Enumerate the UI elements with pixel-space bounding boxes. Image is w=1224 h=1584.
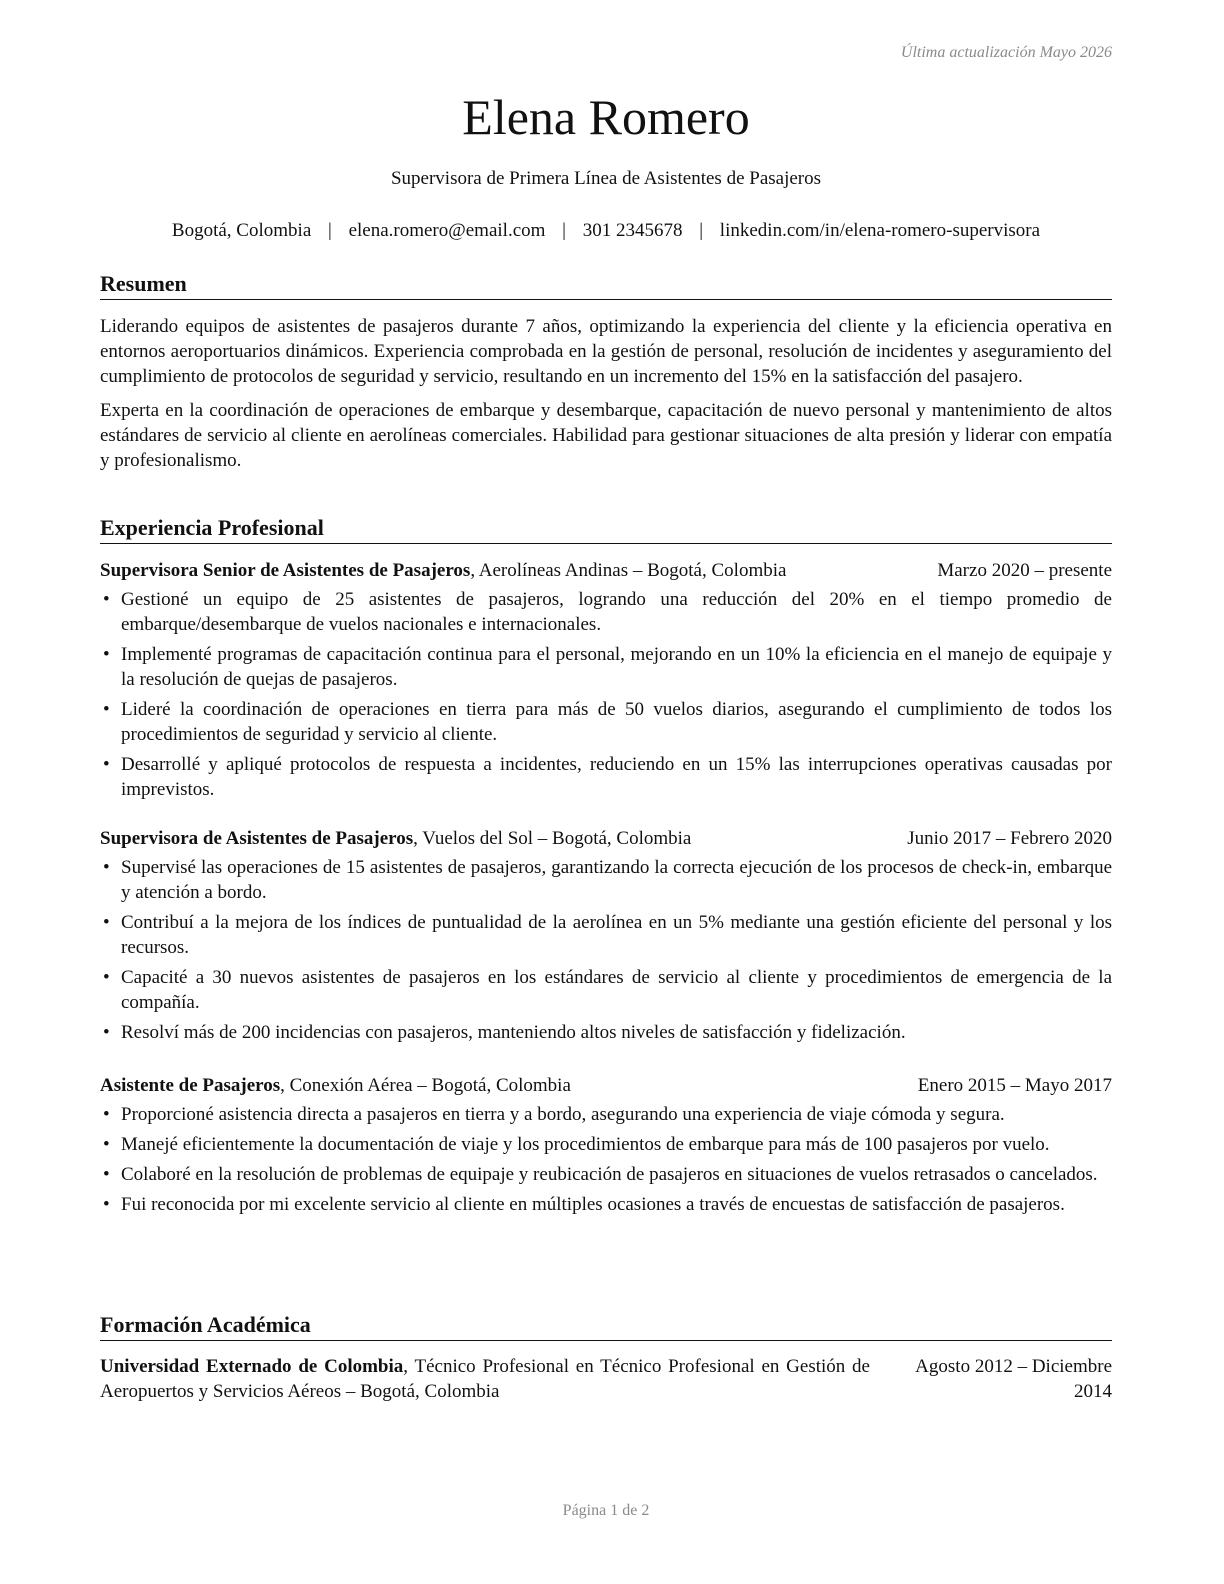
bullet-icon: • — [103, 1194, 110, 1215]
bullet-text: Capacité a 30 nuevos asistentes de pasajeros en los estándares de servicio al cliente y procedimientos de emergencia de la compañía. — [121, 967, 1112, 1013]
bullet-text: Implementé programas de capacitación continua para el personal, mejorando en un 10% la eficiencia en el manejo de equipaje y la resolución de quejas de pasajeros. — [121, 644, 1112, 690]
bullet-icon: • — [103, 912, 110, 933]
education-institution: Universidad Externado de Colombia — [100, 1356, 404, 1377]
bullet-icon: • — [103, 1104, 110, 1125]
contact-email[interactable]: elena.romero@email.com — [348, 220, 546, 241]
education-row — [100, 1354, 1112, 1404]
bullet-icon: • — [103, 699, 110, 720]
job-header — [100, 558, 1112, 583]
contact-linkedin[interactable]: linkedin.com/in/elena-romero-supervisora — [719, 220, 1041, 241]
candidate-name: Elena Romero — [462, 89, 750, 145]
job-entry — [100, 826, 1112, 1050]
last-updated: Última actualización Mayo 2026 — [900, 44, 1112, 61]
job-header — [100, 826, 1112, 851]
bullet-icon: • — [103, 754, 110, 775]
bullet-text: Gestioné un equipo de 25 asistentes de pasajeros, logrando una reducción del 20% en el tiempo promedio de embarque/desembarque de vuelos nacionales e internacionales. — [121, 589, 1112, 635]
list-item — [100, 587, 1112, 637]
education-entry — [100, 1354, 1112, 1404]
bullet-icon: • — [103, 1022, 110, 1043]
bullet-icon: • — [103, 1164, 110, 1185]
bullet-text: Resolví más de 200 incidencias con pasajeros, manteniendo altos niveles de satisfacción y fidelización. — [121, 1022, 906, 1043]
job-title: Asistente de Pasajeros — [100, 1075, 281, 1096]
list-item — [100, 1102, 1112, 1127]
job-entry — [100, 558, 1112, 807]
job-company: , Vuelos del Sol – Bogotá, Colombia — [413, 828, 692, 849]
summary-section — [100, 314, 1112, 482]
contact-separator: | — [699, 220, 704, 241]
bullet-text: Lideré la coordinación de operaciones en tierra para más de 50 vuelos diarios, asegurando el cumplimiento de todos los procedimientos de seguridad y servicio al cliente. — [121, 699, 1112, 745]
list-item — [100, 1162, 1112, 1187]
education-program: , Técnico Profesional en Técnico Profesional en Gestión de Aeropuertos y Servicios Aéreos – Bogotá, Colombia — [100, 1356, 870, 1402]
list-item — [100, 752, 1112, 802]
job-title: Supervisora Senior de Asistentes de Pasajeros — [100, 560, 471, 581]
bullet-text: Proporcioné asistencia directa a pasajeros en tierra y a bordo, asegurando una experiencia de viaje cómoda y segura. — [121, 1104, 1005, 1125]
bullet-text: Manejé eficientemente la documentación de viaje y los procedimientos de embarque para más de 100 pasajeros por vuelo. — [121, 1134, 1050, 1155]
bullet-text: Contribuí a la mejora de los índices de puntualidad de la aerolínea en un 5% mediante una gestión eficiente del personal y los recursos. — [121, 912, 1112, 958]
bullet-icon: • — [103, 644, 110, 665]
job-company: , Aerolíneas Andinas – Bogotá, Colombia — [470, 560, 787, 581]
job-entry — [100, 1073, 1112, 1222]
bullet-text: Desarrollé y apliqué protocolos de respuesta a incidentes, reduciendo en un 15% las interrupciones operativas causadas por imprevistos. — [121, 754, 1112, 800]
education-dates: Agosto 2012 – Diciembre 2014 — [915, 1356, 1112, 1402]
summary-paragraph: Liderando equipos de asistentes de pasajeros durante 7 años, optimizando la experiencia del cliente y la eficiencia operativa en entornos aeroportuarios dinámicos. Experiencia comprobada en la gestión de personal, resolución de incidentes y aseguramiento del cumplimiento de protocolos de seguridad y servicio, resultando en un incremento del 15% en la satisfacción del pasajero. — [100, 316, 1112, 387]
job-dates: Junio 2017 – Febrero 2020 — [907, 828, 1112, 849]
education-heading: Formación Académica — [100, 1311, 1112, 1341]
list-item — [100, 965, 1112, 1015]
list-item — [100, 1132, 1112, 1157]
contact-line — [100, 219, 1112, 243]
contact-phone: 301 2345678 — [582, 220, 683, 241]
summary-heading: Resumen — [100, 270, 1112, 300]
page-number: Página 1 de 2 — [562, 1502, 650, 1519]
job-bullets — [100, 855, 1112, 1045]
job-header — [100, 1073, 1112, 1098]
experience-heading: Experiencia Profesional — [100, 514, 1112, 544]
job-bullets — [100, 587, 1112, 802]
job-dates: Marzo 2020 – presente — [937, 560, 1112, 581]
bullet-icon: • — [103, 1134, 110, 1155]
bullet-icon: • — [103, 857, 110, 878]
contact-location: Bogotá, Colombia — [171, 220, 312, 241]
summary-paragraph: Experta en la coordinación de operaciones de embarque y desembarque, capacitación de nuevo personal y mantenimiento de altos estándares de servicio al cliente en aerolíneas comerciales. Habilidad para gestionar situaciones de alta presión y liderar con empatía y profesionalismo. — [100, 400, 1112, 471]
candidate-role: Supervisora de Primera Línea de Asistentes de Pasajeros — [390, 168, 822, 189]
list-item — [100, 1192, 1112, 1217]
bullet-text: Fui reconocida por mi excelente servicio al cliente en múltiples ocasiones a través de encuestas de satisfacción de pasajeros. — [121, 1194, 1065, 1215]
bullet-text: Supervisé las operaciones de 15 asistentes de pasajeros, garantizando la correcta ejecución de los procesos de check-in, embarque y atención a bordo. — [121, 857, 1112, 903]
bullet-text: Colaboré en la resolución de problemas de equipaje y reubicación de pasajeros en situaciones de vuelos retrasados o cancelados. — [121, 1164, 1098, 1185]
list-item — [100, 642, 1112, 692]
bullet-icon: • — [103, 967, 110, 988]
bullet-icon: • — [103, 589, 110, 610]
job-dates: Enero 2015 – Mayo 2017 — [917, 1075, 1112, 1096]
job-company: , Conexión Aérea – Bogotá, Colombia — [280, 1075, 571, 1096]
resume-page — [100, 0, 1112, 1584]
job-title: Supervisora de Asistentes de Pasajeros — [100, 828, 414, 849]
job-bullets — [100, 1102, 1112, 1217]
contact-separator: | — [328, 220, 332, 241]
list-item — [100, 855, 1112, 905]
list-item — [100, 697, 1112, 747]
education-details — [100, 1354, 870, 1404]
list-item — [100, 1020, 1112, 1045]
contact-separator: | — [562, 220, 566, 241]
list-item — [100, 910, 1112, 960]
